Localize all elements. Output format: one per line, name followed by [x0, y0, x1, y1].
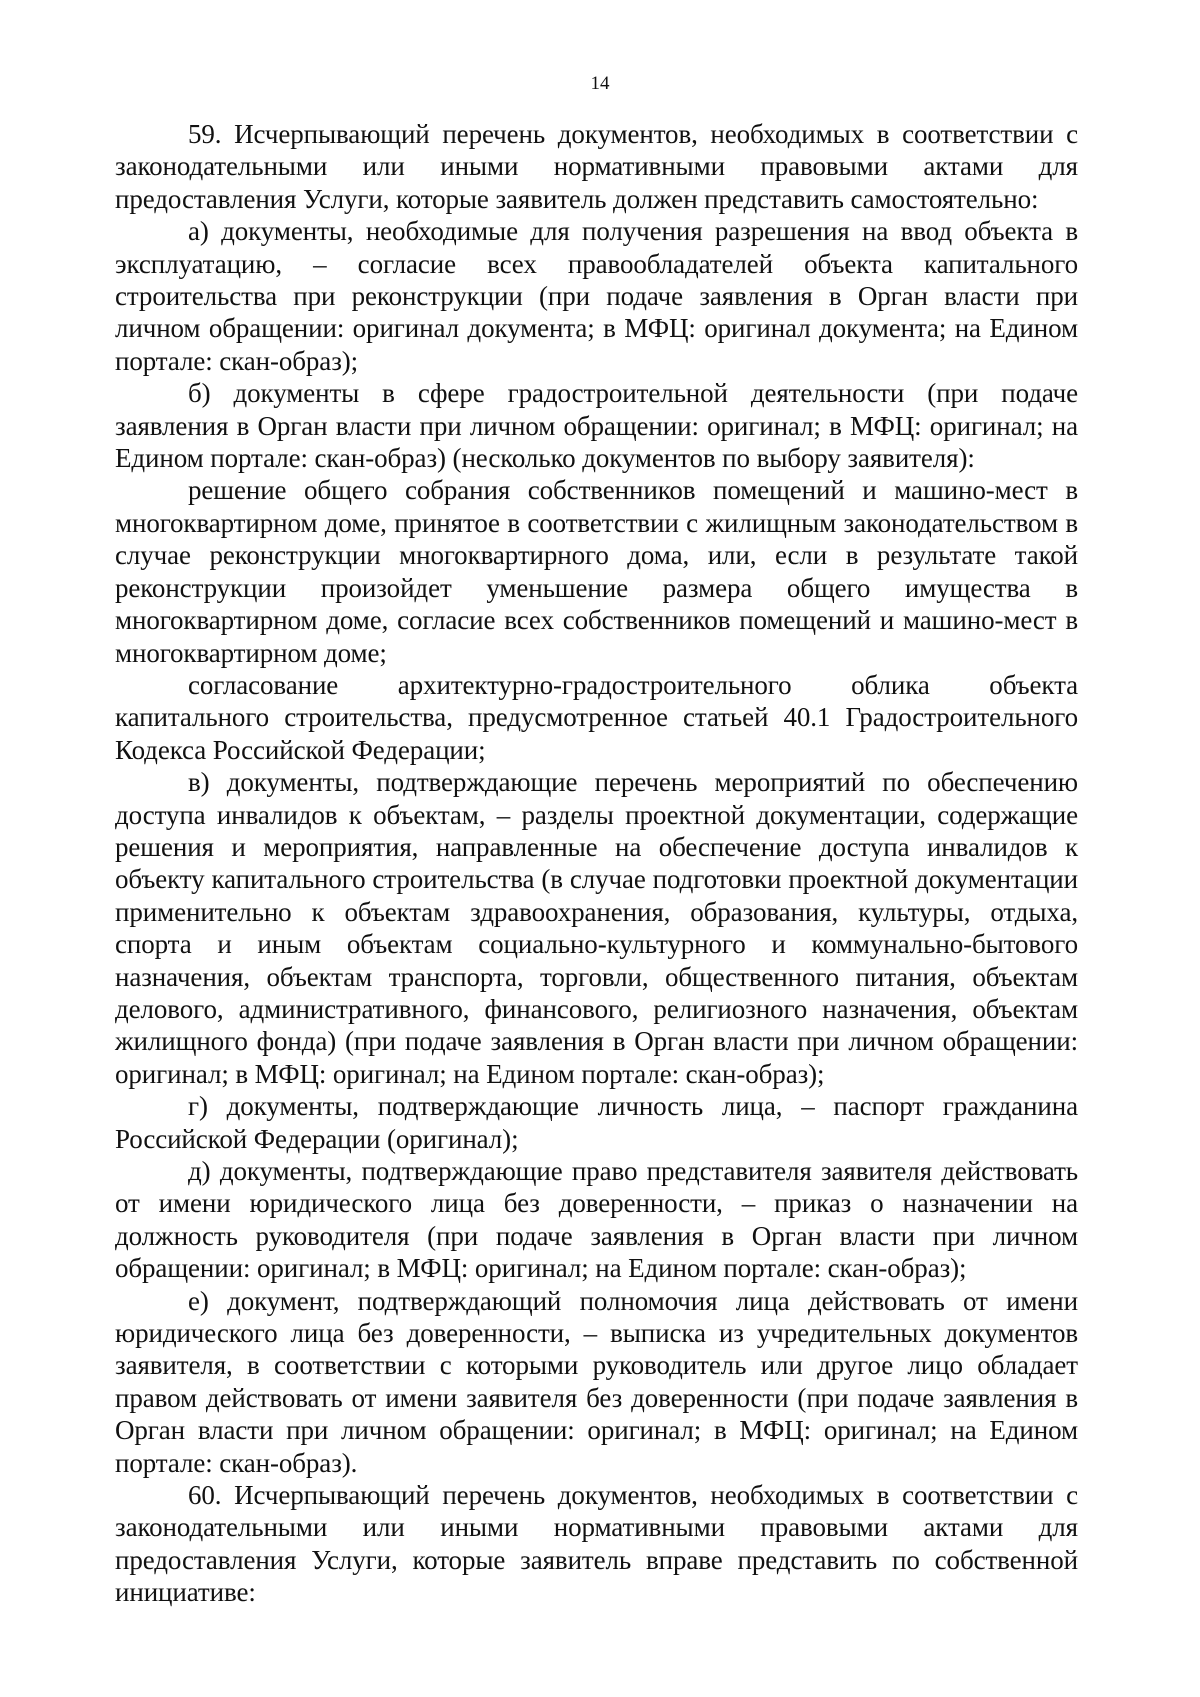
paragraph-59-heading: 59. Исчерпывающий перечень документов, необходимых в соответствии с законодательными или иными нормативными правовыми актами для предоставления Услуги, которые заявитель должен представить самостоятельно:	[115, 119, 1078, 214]
document-body	[115, 118, 1078, 1609]
paragraph-item-b-owners-decision: решение общего собрания собственников помещений и машино-мест в многоквартирном доме, принятое в соответствии с жилищным законодательством в случае реконструкции многоквартирного дома, или, если в результате такой реконструкции произойдет уменьшение размера общего имущества в многоквартирном доме, согласие всех собственников помещений и машино-мест в многоквартирном доме;	[115, 475, 1078, 668]
paragraph-60-heading: 60. Исчерпывающий перечень документов, необходимых в соответствии с законодательными или иными нормативными правовыми актами для предоставления Услуги, которые заявитель вправе представить по собственной инициативе:	[115, 1480, 1078, 1608]
paragraph-item-d: д) документы, подтверждающие право представителя заявителя действовать от имени юридического лица без доверенности, – приказ о назначении на должность руководителя (при подаче заявления в Орган власти при личном обращении: оригинал; в МФЦ: оригинал; на Едином портале: скан-образ);	[115, 1156, 1078, 1284]
paragraph-item-e: е) документ, подтверждающий полномочия лица действовать от имени юридического лица без доверенности, – выписка из учредительных документов заявителя, в соответствии с которыми руководитель или другое лицо обладает правом действовать от имени заявителя без доверенности (при подаче заявления в Орган власти при личном обращении: оригинал; в МФЦ: оригинал; на Едином портале: скан-образ).	[115, 1285, 1078, 1478]
page-number: 14	[590, 73, 610, 94]
paragraph-item-a: а) документы, необходимые для получения разрешения на ввод объекта в эксплуатацию, – согласие всех правообладателей объекта капитального строительства при реконструкции (при подаче заявления в Орган власти при личном обращении: оригинал документа; в МФЦ: оригинал документа; на Едином портале: скан-образ);	[115, 216, 1078, 376]
paragraph-item-b-architectural-approval: согласование архитектурно-градостроительного облика объекта капитального строительства, предусмотренное статьей 40.1 Градостроительного Кодекса Российской Федерации;	[115, 669, 1078, 765]
paragraph-item-b: б) документы в сфере градостроительной деятельности (при подаче заявления в Орган власти при личном обращении: оригинал; в МФЦ: оригинал; на Едином портале: скан-образ) (несколько документов по выбору заявителя):	[115, 378, 1078, 474]
paragraph-item-g: г) документы, подтверждающие личность лица, – паспорт гражданина Российской Федерации (оригинал);	[115, 1091, 1078, 1154]
paragraph-item-v: в) документы, подтверждающие перечень мероприятий по обеспечению доступа инвалидов к объектам, – разделы проектной документации, содержащие решения и мероприятия, направленные на обеспечение доступа инвалидов к объекту капитального строительства (в случае подготовки проектной документации применительно к объектам здравоохранения, образования, культуры, отдыха, спорта и иным объектам социально-культурного и коммунально-бытового назначения, объектам транспорта, торговли, общественного питания, объектам делового, административного, финансового, религиозного назначения, объектам жилищного фонда) (при подаче заявления в Орган власти при личном обращении: оригинал; в МФЦ: оригинал; на Едином портале: скан-образ);	[115, 767, 1078, 1089]
